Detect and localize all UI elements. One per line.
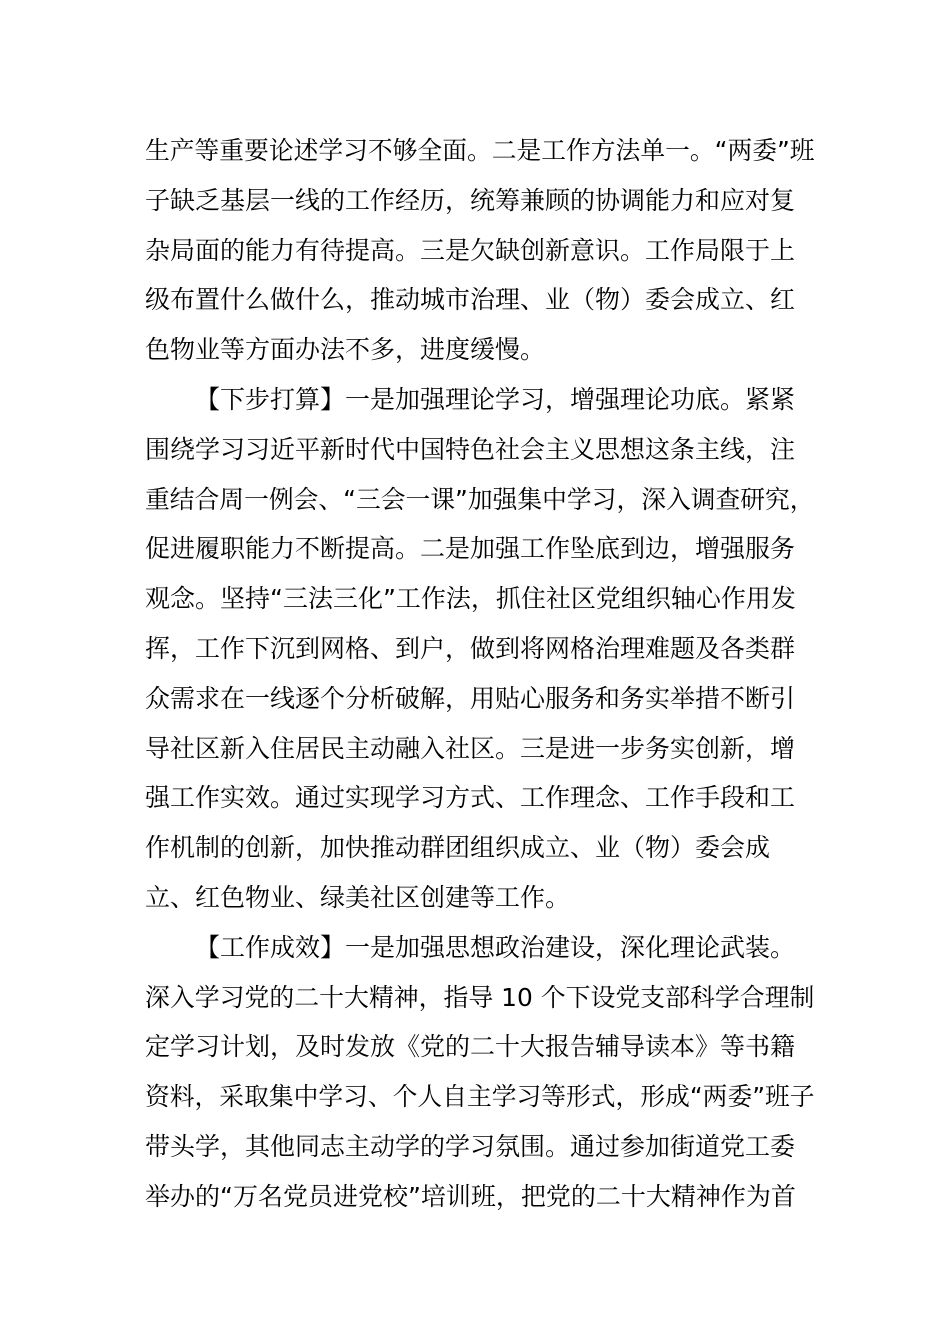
text-line: 举办的“万名党员进党校”培训班，把党的二十大精神作为首 (145, 1181, 796, 1211)
text-line: 促进履职能力不断提高。二是加强工作坠底到边，增强服务 (145, 534, 796, 564)
text-line: 立、红色物业、绿美社区创建等工作。 (145, 882, 571, 912)
text-line: 挥，工作下沉到网格、到户，做到将网格治理难题及各类群 (145, 633, 796, 663)
text-line: 资料，采取集中学习、个人自主学习等形式，形成“两委”班子 (145, 1082, 815, 1112)
text-line: 作机制的创新，加快推动群团组织成立、业（物）委会成 (145, 833, 771, 863)
text-line: 级布置什么做什么，推动城市治理、业（物）委会成立、红 (145, 285, 796, 315)
text-line: 带头学，其他同志主动学的学习氛围。通过参加街道党工委 (145, 1131, 796, 1161)
text-line: 众需求在一线逐个分析破解，用贴心服务和务实举措不断引 (145, 683, 796, 713)
text-line: 强工作实效。通过实现学习方式、工作理念、工作手段和工 (145, 783, 796, 813)
text-line: 杂局面的能力有待提高。三是欠缺创新意识。工作局限于上 (145, 235, 796, 265)
text-line: 【工作成效】一是加强思想政治建设，深化理论武装。 (195, 932, 796, 962)
text-line: 围绕学习习近平新时代中国特色社会主义思想这条主线，注 (145, 434, 796, 464)
text-line: 观念。坚持“三法三化”工作法，抓住社区党组织轴心作用发 (145, 584, 796, 614)
text-line: 深入学习党的二十大精神，指导 10 个下设党支部科学合理制 (145, 982, 815, 1012)
text-line: 色物业等方面办法不多，进度缓慢。 (145, 335, 546, 365)
body-text (145, 126, 815, 1222)
text-line: 重结合周一例会、“三会一课”加强集中学习，深入调查研究， (145, 484, 815, 514)
text-line: 子缺乏基层一线的工作经历，统筹兼顾的协调能力和应对复 (145, 185, 796, 215)
text-line: 生产等重要论述学习不够全面。二是工作方法单一。“两委”班 (145, 136, 815, 165)
text-line: 导社区新入住居民主动融入社区。三是进一步务实创新，增 (145, 733, 796, 763)
text-line: 【下步打算】一是加强理论学习，增强理论功底。紧紧 (195, 384, 796, 414)
text-line: 定学习计划，及时发放《党的二十大报告辅导读本》等书籍 (145, 1032, 796, 1062)
